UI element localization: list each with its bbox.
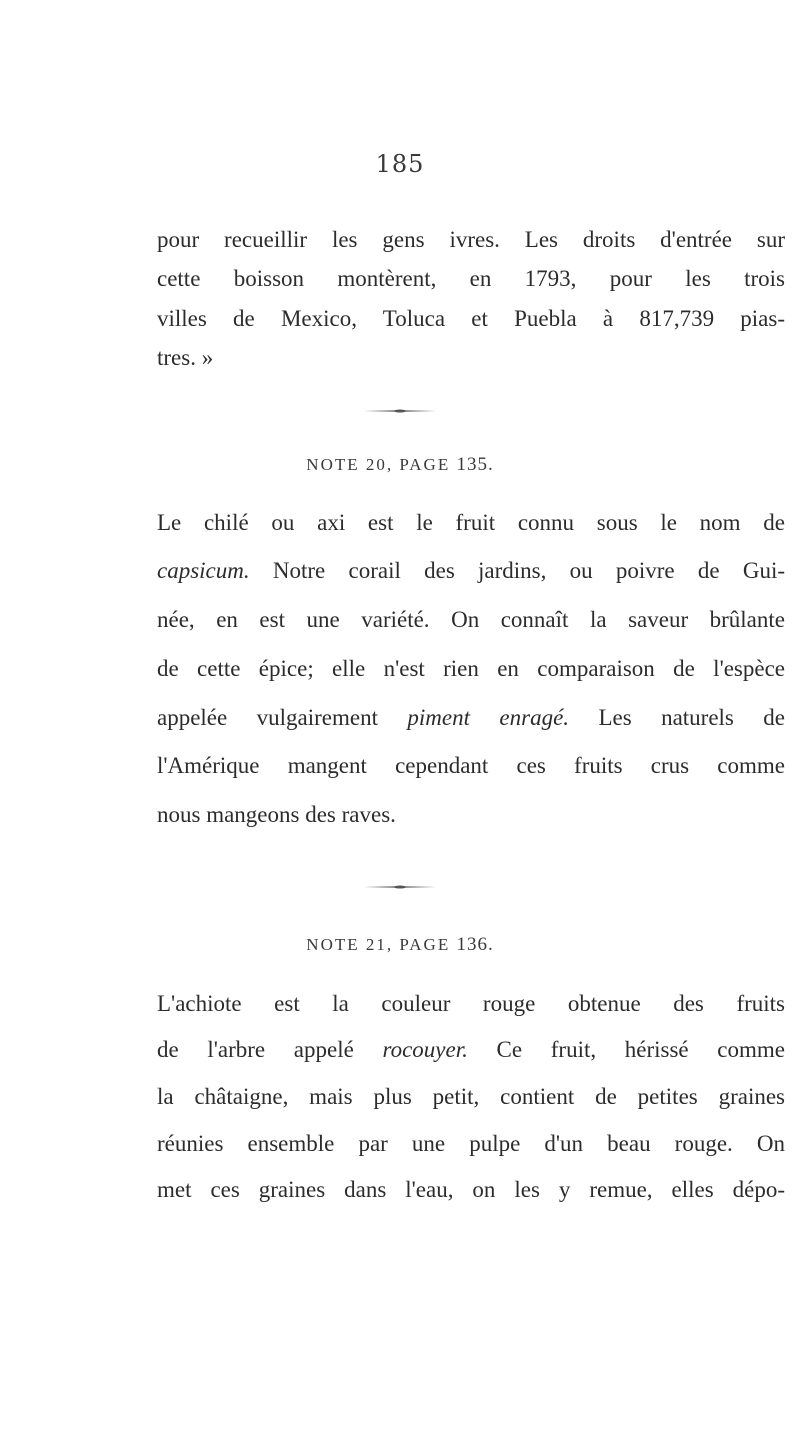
text-run: appelée vulgairement (157, 705, 408, 730)
note-20-page: 135. (456, 454, 494, 475)
paragraph-1-line-1: pour recueillir les gens ivres. Les droits d'entrée sur (157, 227, 785, 252)
text-run: Les naturels de (569, 705, 786, 730)
paragraph-2-line-1: Le chilé ou axi est le fruit connu sous le nom de (157, 510, 785, 535)
page-number: 185 (375, 150, 425, 178)
paragraph-3-line-4: réunies ensemble par une pulpe d'un beau rouge. On (157, 1131, 785, 1156)
note-20-heading (0, 454, 800, 476)
note-21-heading (0, 934, 800, 956)
text-run: de l'arbre appelé (157, 1037, 383, 1062)
section-divider (0, 408, 800, 414)
italic-term: capsicum. (157, 558, 250, 583)
paragraph-3-line-5: met ces graines dans l'eau, on les y remue, elles dépo- (157, 1177, 785, 1202)
note-21-page: 136. (456, 934, 494, 955)
italic-term: piment enragé. (407, 705, 570, 730)
paragraph-2-line-7: nous mangeons des raves. (157, 802, 396, 827)
note-21-label: NOTE 21, PAGE (306, 935, 451, 954)
text-run: Ce fruit, hérissé comme (467, 1037, 785, 1062)
paragraph-1-line-2: cette boisson montèrent, en 1793, pour les trois (157, 266, 785, 291)
note-20-label: NOTE 20, PAGE (306, 455, 451, 474)
section-divider (0, 884, 800, 890)
paragraph-3-line-1: L'achiote est la couleur rouge obtenue des fruits (157, 991, 785, 1016)
italic-term: rocouyer. (382, 1037, 468, 1062)
paragraph-2-line-4: de cette épice; elle n'est rien en comparaison de l'espèce (157, 656, 785, 681)
paragraph-2-line-6: l'Amérique mangent cependant ces fruits crus comme (157, 753, 785, 778)
paragraph-3-line-2 (157, 1036, 785, 1064)
paragraph-1-line-3: villes de Mexico, Toluca et Puebla à 817,739 pias- (157, 306, 785, 331)
paragraph-1-line-4: tres. » (157, 345, 214, 370)
paragraph-2-line-2 (157, 557, 785, 585)
paragraph-3-line-3: la châtaigne, mais plus petit, contient de petites graines (157, 1084, 785, 1109)
paragraph-2-line-3: née, en est une variété. On connaît la saveur brûlante (157, 607, 785, 632)
paragraph-2-line-5 (157, 704, 785, 732)
text-run: Notre corail des jardins, ou poivre de Gui- (249, 558, 785, 583)
